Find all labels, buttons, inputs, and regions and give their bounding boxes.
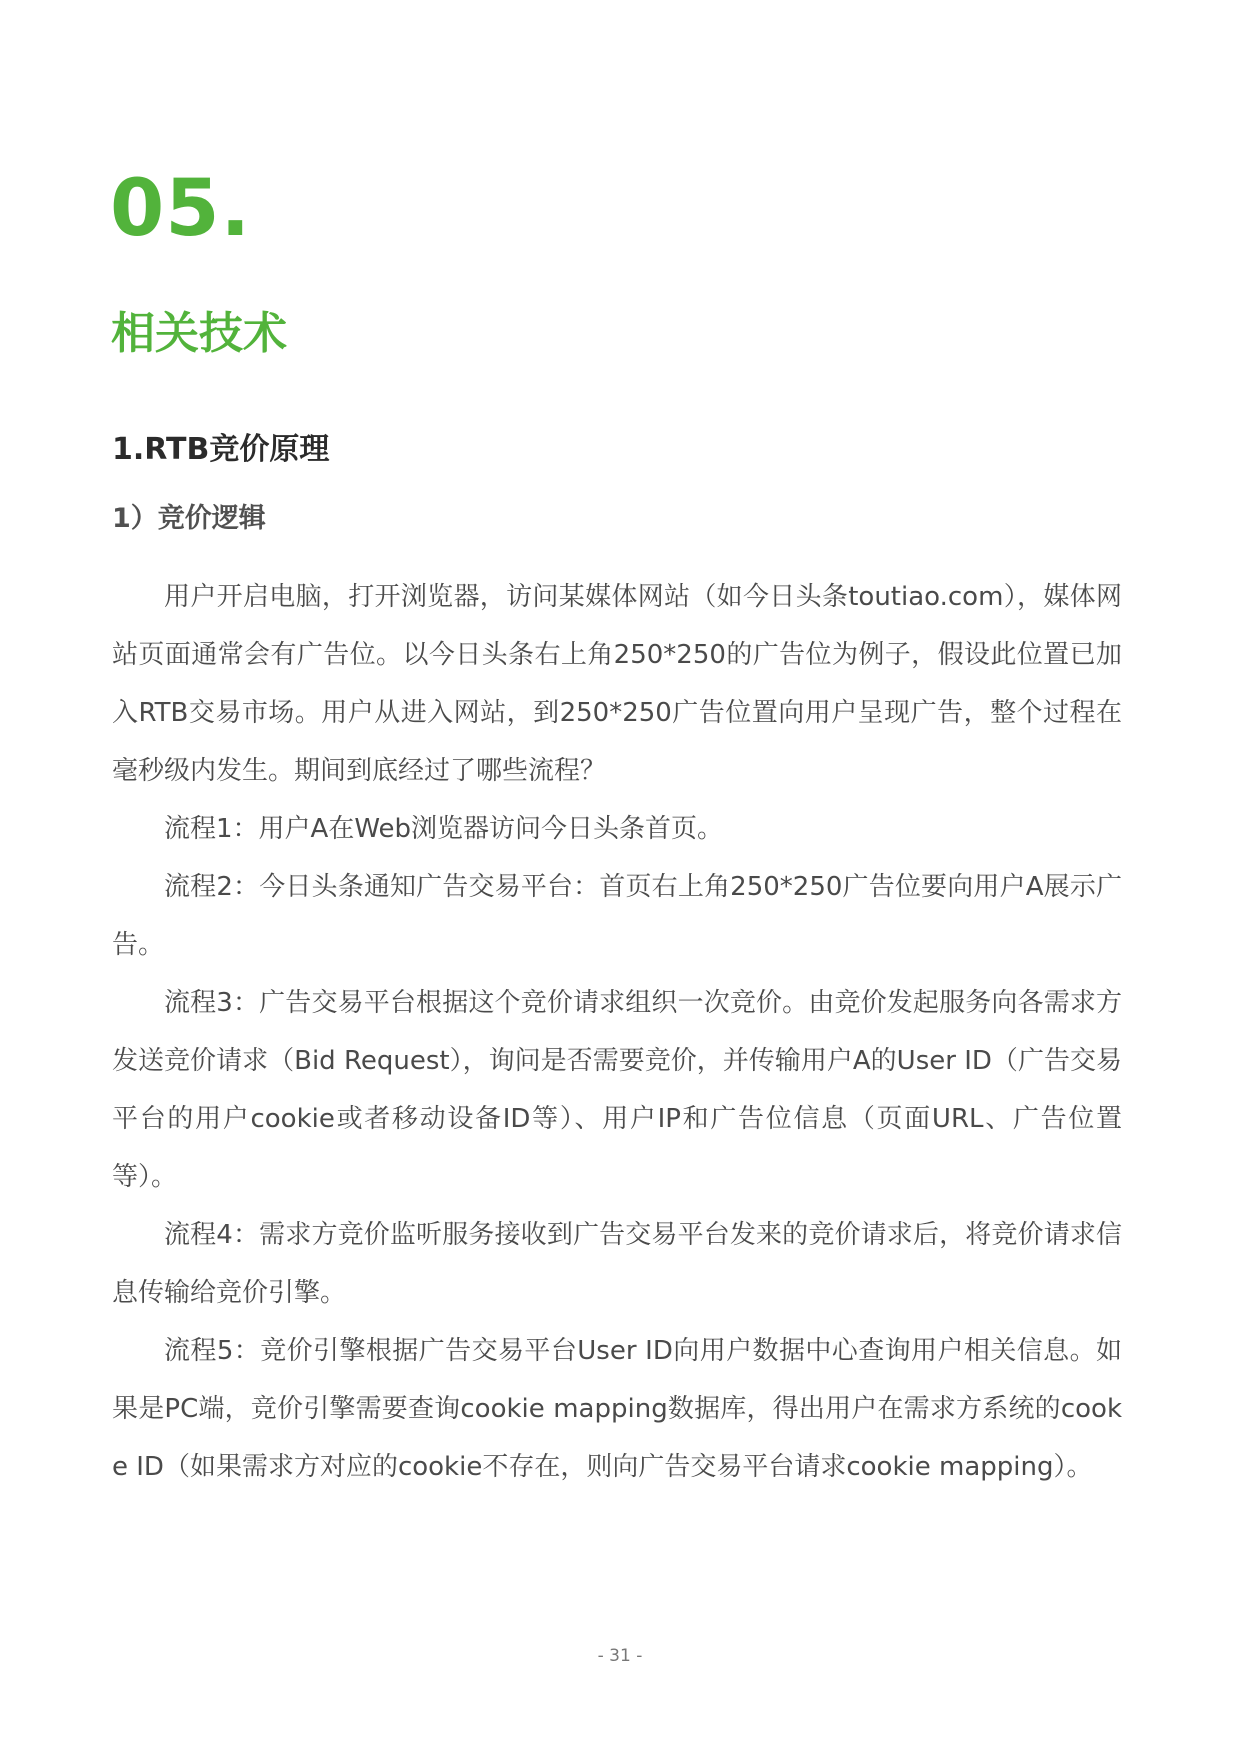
flow-step-2: 流程2：今日头条通知广告交易平台：首页右上角250*250广告位要向用户A展示广告。 bbox=[112, 872, 1122, 960]
subsection-heading: 1）竞价逻辑 bbox=[112, 503, 266, 534]
chapter-title: 相关技术 bbox=[111, 308, 287, 359]
chapter-number: 05. bbox=[110, 164, 252, 254]
body-text bbox=[112, 568, 1122, 1496]
page-number: - 31 - bbox=[597, 1646, 643, 1666]
flow-step-4: 流程4：需求方竞价监听服务接收到广告交易平台发来的竞价请求后，将竞价请求信息传输给竞价引擎。 bbox=[112, 1220, 1122, 1308]
section-heading: 1.RTB竞价原理 bbox=[112, 432, 330, 467]
flow-step-5: 流程5：竞价引擎根据广告交易平台User ID向用户数据中心查询用户相关信息。如果是PC端，竞价引擎需要查询cookie mapping数据库，得出用户在需求方系统的cooke ID（如果需求方对应的cookie不存在，则向广告交易平台请求cookie mapping）。 bbox=[112, 1336, 1122, 1482]
flow-step-1: 流程1：用户A在Web浏览器访问今日头条首页。 bbox=[164, 814, 724, 844]
intro-paragraph: 用户开启电脑，打开浏览器，访问某媒体网站（如今日头条toutiao.com），媒体网站页面通常会有广告位。以今日头条右上角250*250的广告位为例子，假设此位置已加入RTB交易市场。用户从进入网站，到250*250广告位置向用户呈现广告，整个过程在毫秒级内发生。期间到底经过了哪些流程？ bbox=[112, 582, 1122, 786]
flow-step-3: 流程3：广告交易平台根据这个竞价请求组织一次竞价。由竞价发起服务向各需求方发送竞价请求（Bid Request），询问是否需要竞价，并传输用户A的User ID（广告交易平台的用户cookie或者移动设备ID等）、用户IP和广告位信息（页面URL、广告位置等）。 bbox=[112, 988, 1122, 1192]
